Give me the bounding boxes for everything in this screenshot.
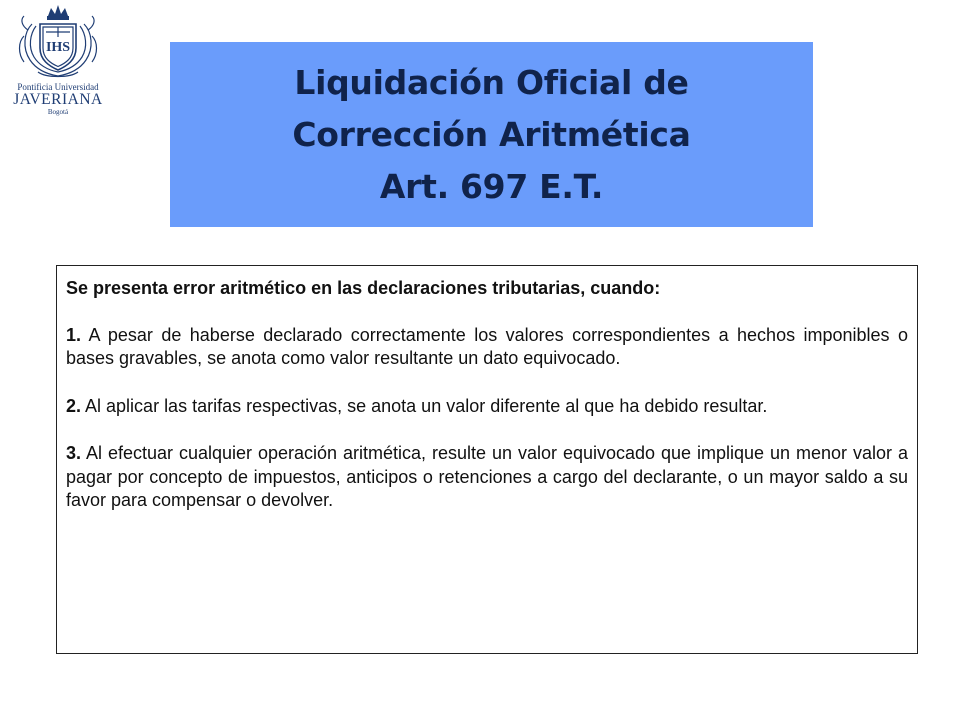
item-text: Al aplicar las tarifas respectivas, se anota un valor diferente al que ha debido resultar. <box>85 395 768 416</box>
logo-line-pontificia: Pontificia Universidad <box>17 82 99 92</box>
university-seal-icon <box>10 2 106 82</box>
list-item-1 <box>66 324 908 371</box>
item-text: Al efectuar cualquier operación aritmética, resulte un valor equivocado que implique un menor valor a pagar por concepto de impuestos, anticipos o retenciones a cargo del declarante, o un mayor saldo a su favor para compensar o devolver. <box>66 443 909 510</box>
intro-text: Se presenta error aritmético en las declaraciones tributarias, cuando: <box>66 278 661 298</box>
title-line-3: Art. 697 E.T. <box>379 166 604 206</box>
logo-line-javeriana: JAVERIANA <box>13 91 103 108</box>
title-banner <box>170 42 813 227</box>
logo-monogram: IHS <box>45 40 71 55</box>
title-line-2: Corrección Aritmética <box>292 114 691 154</box>
list-item-3 <box>66 442 908 513</box>
title-line-1: Liquidación Oficial de <box>294 62 689 102</box>
item-text: A pesar de haberse declarado correctamente los valores correspondientes a hechos imponibles o bases gravables, se anota como valor resultante un dato equivocado. <box>66 324 908 368</box>
content-box <box>56 265 918 654</box>
item-number: 1. <box>66 324 82 345</box>
item-number: 2. <box>66 395 82 416</box>
logo-line-city: Bogotá <box>47 108 69 116</box>
item-number: 3. <box>66 443 82 463</box>
list-item-2 <box>66 395 908 419</box>
university-logo <box>10 2 106 120</box>
